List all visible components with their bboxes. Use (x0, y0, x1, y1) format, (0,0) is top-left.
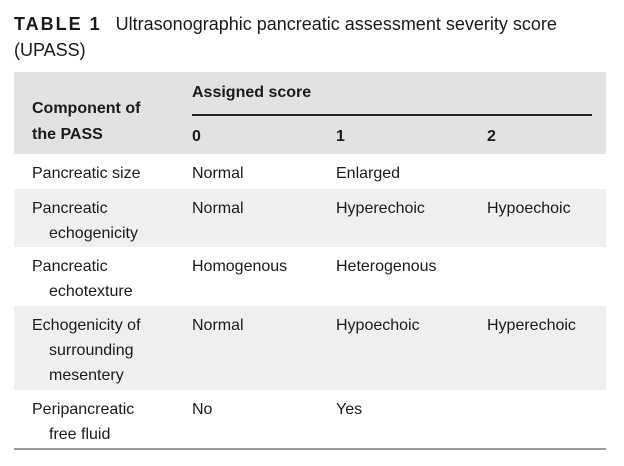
score-0-header: 0 (192, 128, 201, 145)
table-title: Ultrasonographic pancreatic assessment severity score (UPASS) (14, 14, 557, 60)
table-row (14, 189, 606, 247)
row-score-2: Hyperechoic (487, 317, 576, 334)
row-component: Pancreatic size (32, 165, 141, 182)
row-component: Pancreatic echogenicity (32, 200, 138, 242)
row-score-0: No (192, 401, 213, 418)
score-2-header: 2 (487, 128, 496, 145)
upass-table (14, 72, 606, 450)
component-header: Component of the PASS (32, 100, 141, 143)
table-row (14, 247, 606, 306)
row-component: Echogenicity of surrounding mesentery (32, 317, 141, 384)
assigned-score-header: Assigned score (192, 84, 312, 101)
row-score-1: Hyperechoic (336, 200, 425, 217)
header-rule (192, 114, 592, 116)
table-row (14, 306, 606, 390)
row-score-2: Hypoechoic (487, 200, 571, 217)
row-component: Pancreatic echotexture (32, 258, 133, 300)
score-1-header: 1 (336, 128, 345, 145)
table-row (14, 390, 606, 448)
row-score-0: Normal (192, 200, 244, 217)
table-label: TABLE 1 (14, 14, 102, 34)
table-row (14, 154, 606, 189)
row-score-0: Homogenous (192, 258, 288, 275)
row-score-1: Heterogenous (336, 258, 437, 275)
table-header (14, 72, 606, 154)
row-score-1: Enlarged (336, 165, 401, 182)
row-score-0: Normal (192, 317, 244, 334)
table-caption (14, 11, 614, 63)
row-score-1: Yes (336, 401, 363, 418)
row-score-1: Hypoechoic (336, 317, 420, 334)
row-score-0: Normal (192, 165, 244, 182)
row-component: Peripancreatic free fluid (32, 401, 135, 443)
